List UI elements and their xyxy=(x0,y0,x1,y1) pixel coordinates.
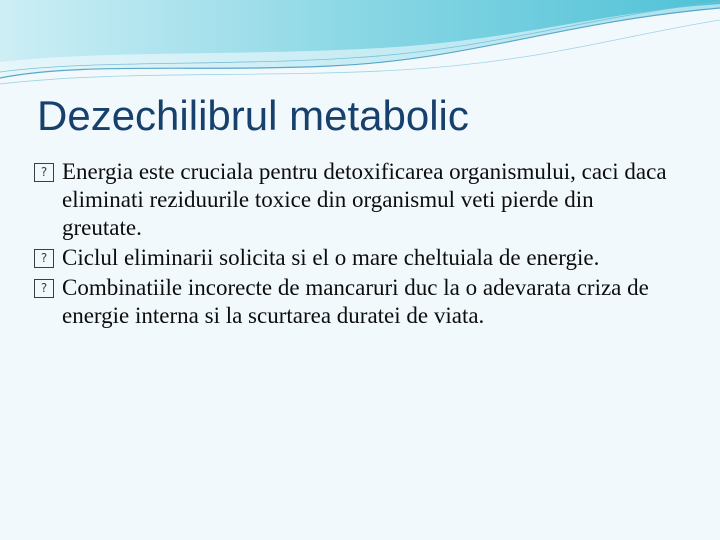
bullet-text: Ciclul eliminarii solicita si el o mare cheltuiala de energie. xyxy=(62,245,600,270)
bullet-text: Energia este cruciala pentru detoxificarea organismului, caci daca eliminati reziduurile toxice din organismul veti pierde din greutate. xyxy=(62,159,667,240)
bullet-text: Combinatiile incorecte de mancaruri duc la o adevarata criza de energie interna si la scurtarea duratei de viata. xyxy=(62,275,649,328)
bullet-item xyxy=(34,274,674,330)
bullet-list xyxy=(34,158,674,332)
missing-glyph-box-icon xyxy=(34,163,54,182)
header-wave-decoration xyxy=(0,0,720,90)
slide-title: Dezechilibrul metabolic xyxy=(37,92,469,139)
missing-glyph-box-icon xyxy=(34,249,54,268)
bullet-item xyxy=(34,158,674,242)
missing-glyph-box-icon xyxy=(34,279,54,298)
bullet-item xyxy=(34,244,674,272)
